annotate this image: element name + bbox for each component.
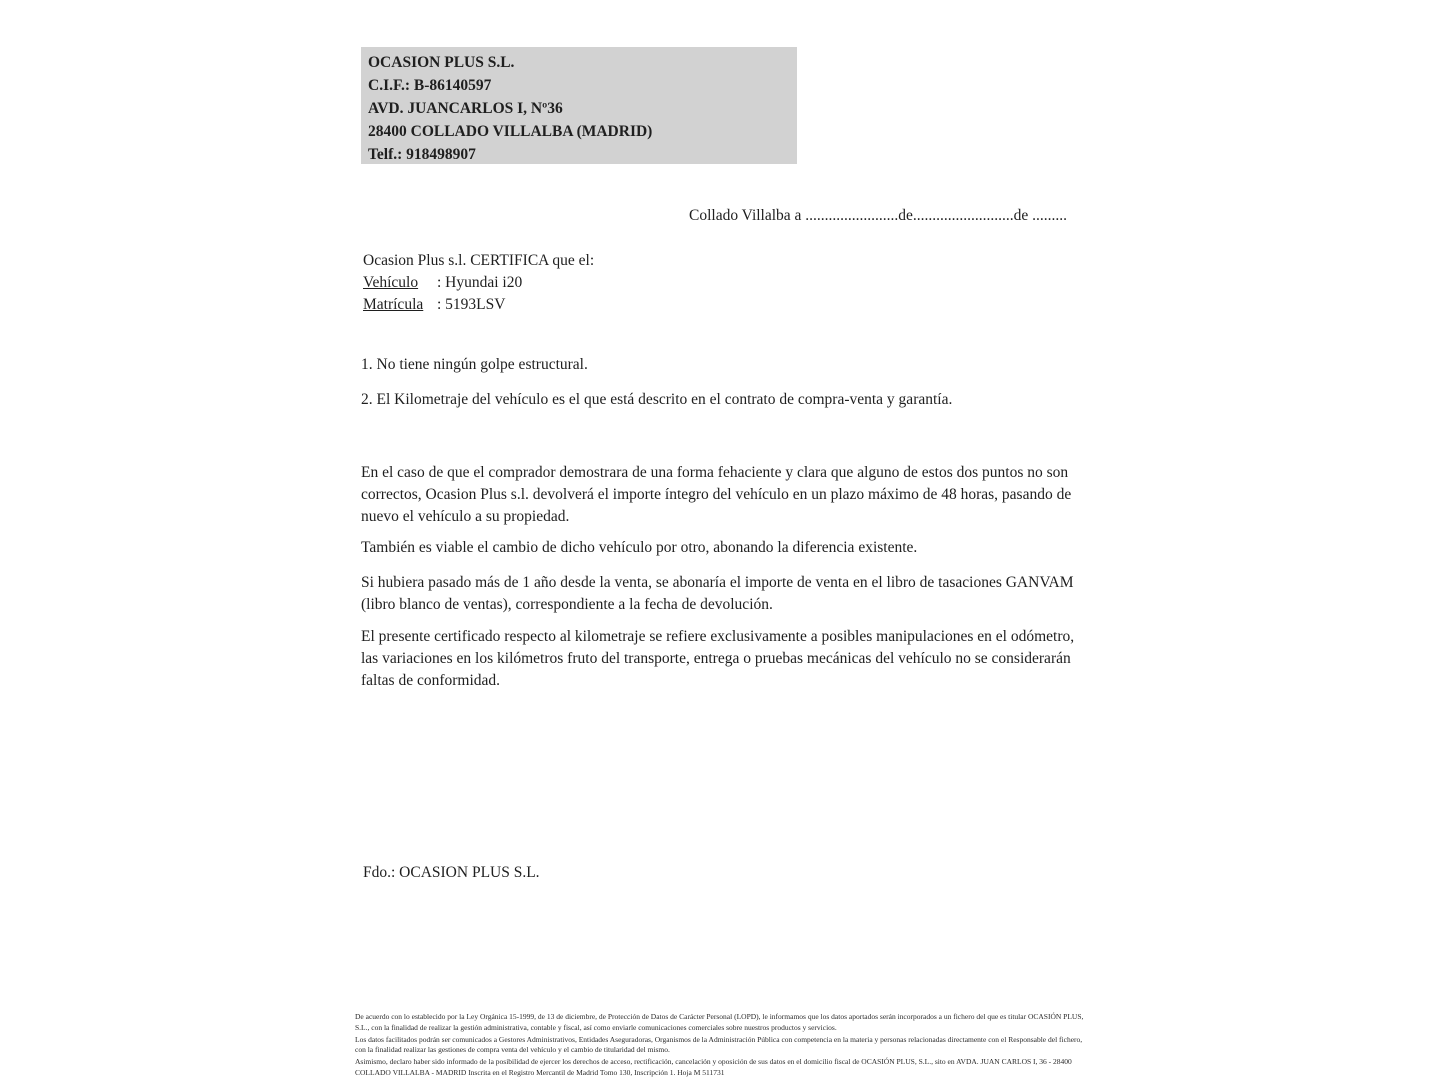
company-header-box bbox=[361, 47, 797, 164]
certificate-point-1: 1. No tiene ningún golpe estructural. bbox=[361, 356, 588, 373]
plate-label: Matrícula bbox=[363, 296, 424, 313]
vehicle-label: Vehículo bbox=[363, 274, 419, 291]
date-line: Collado Villalba a ........................de..........................de ......... bbox=[689, 207, 1068, 224]
company-cif: C.I.F.: B-86140597 bbox=[368, 77, 492, 94]
company-address: AVD. JUANCARLOS I, Nº36 bbox=[368, 100, 563, 117]
paragraph-exchange: También es viable el cambio de dicho vehículo por otro, abonando la diferencia existente. bbox=[361, 539, 918, 556]
legal-fine-print bbox=[355, 1012, 1093, 1080]
plate-value: : 5193LSV bbox=[437, 296, 506, 313]
certify-intro: Ocasion Plus s.l. CERTIFICA que el: bbox=[363, 252, 595, 269]
legal-paragraph-data-sharing: Los datos facilitados podrán ser comunicados a Gestores Administrativos, Entidades Aseguradoras, Organismos de la Administración Pública con competencia en la materia y personas relacionadas directamente con el Responsable del fichero, con la finalidad realizar las gestiones de compra venta del vehículo y el cambio de titularidad del mismo. bbox=[355, 1034, 1083, 1054]
paragraph-odometer: El presente certificado respecto al kilometraje se refiere exclusivamente a posibles manipulaciones en el odómetro, las variaciones en los kilómetros fruto del transporte, entrega o pruebas mecánicas del vehículo no se considerarán faltas de conformidad. bbox=[361, 628, 1075, 689]
legal-paragraph-lopd: De acuerdo con lo establecido por la Ley Orgánica 15-1999, de 13 de diciembre, de Protección de Datos de Carácter Personal (LOPD), le informamos que los datos aportados serán incorporados a un fichero del que es titular OCASIÓN PLUS, S.L., con la finalidad de realizar la gestión administrativa, contable y fiscal, así como enviarle comunicaciones comerciales sobre nuestros productos y servicios. bbox=[355, 1012, 1084, 1032]
plate-row bbox=[363, 294, 594, 316]
company-city: 28400 COLLADO VILLALBA (MADRID) bbox=[368, 123, 653, 140]
certify-block bbox=[363, 250, 594, 316]
paragraph-refund: En el caso de que el comprador demostrara de una forma fehaciente y clara que alguno de estos dos puntos no son correctos, Ocasion Plus s.l. devolverá el importe íntegro del vehículo en un plazo máximo de 48 horas, pasando de nuevo el vehículo a su propiedad. bbox=[361, 464, 1072, 525]
certificate-point-2: 2. El Kilometraje del vehículo es el que está descrito en el contrato de compra-venta y garantía. bbox=[361, 391, 953, 408]
vehicle-value: : Hyundai i20 bbox=[437, 274, 523, 291]
paragraph-ganvam: Si hubiera pasado más de 1 año desde la venta, se abonaría el importe de venta en el libro de tasaciones GANVAM (libro blanco de ventas), correspondiente a la fecha de devolución. bbox=[361, 574, 1074, 613]
vehicle-row bbox=[363, 272, 594, 294]
legal-paragraph-rights: Asimismo, declaro haber sido informado de la posibilidad de ejercer los derechos de acceso, rectificación, cancelación y oposición de sus datos en el domicilio fiscal de OCASIÓN PLUS, S.L., sito en AVDA. JUAN CARLOS I, 36 - 28400 COLLADO VILLALBA - MADRID Inscrita en el Registro Mercantil de Madrid Tomo 130, Inscripción 1. Hoja M 511731 bbox=[355, 1057, 1072, 1077]
company-name: OCASION PLUS S.L. bbox=[368, 54, 515, 71]
company-phone: Telf.: 918498907 bbox=[368, 146, 476, 163]
signature-line: Fdo.: OCASION PLUS S.L. bbox=[363, 864, 540, 881]
